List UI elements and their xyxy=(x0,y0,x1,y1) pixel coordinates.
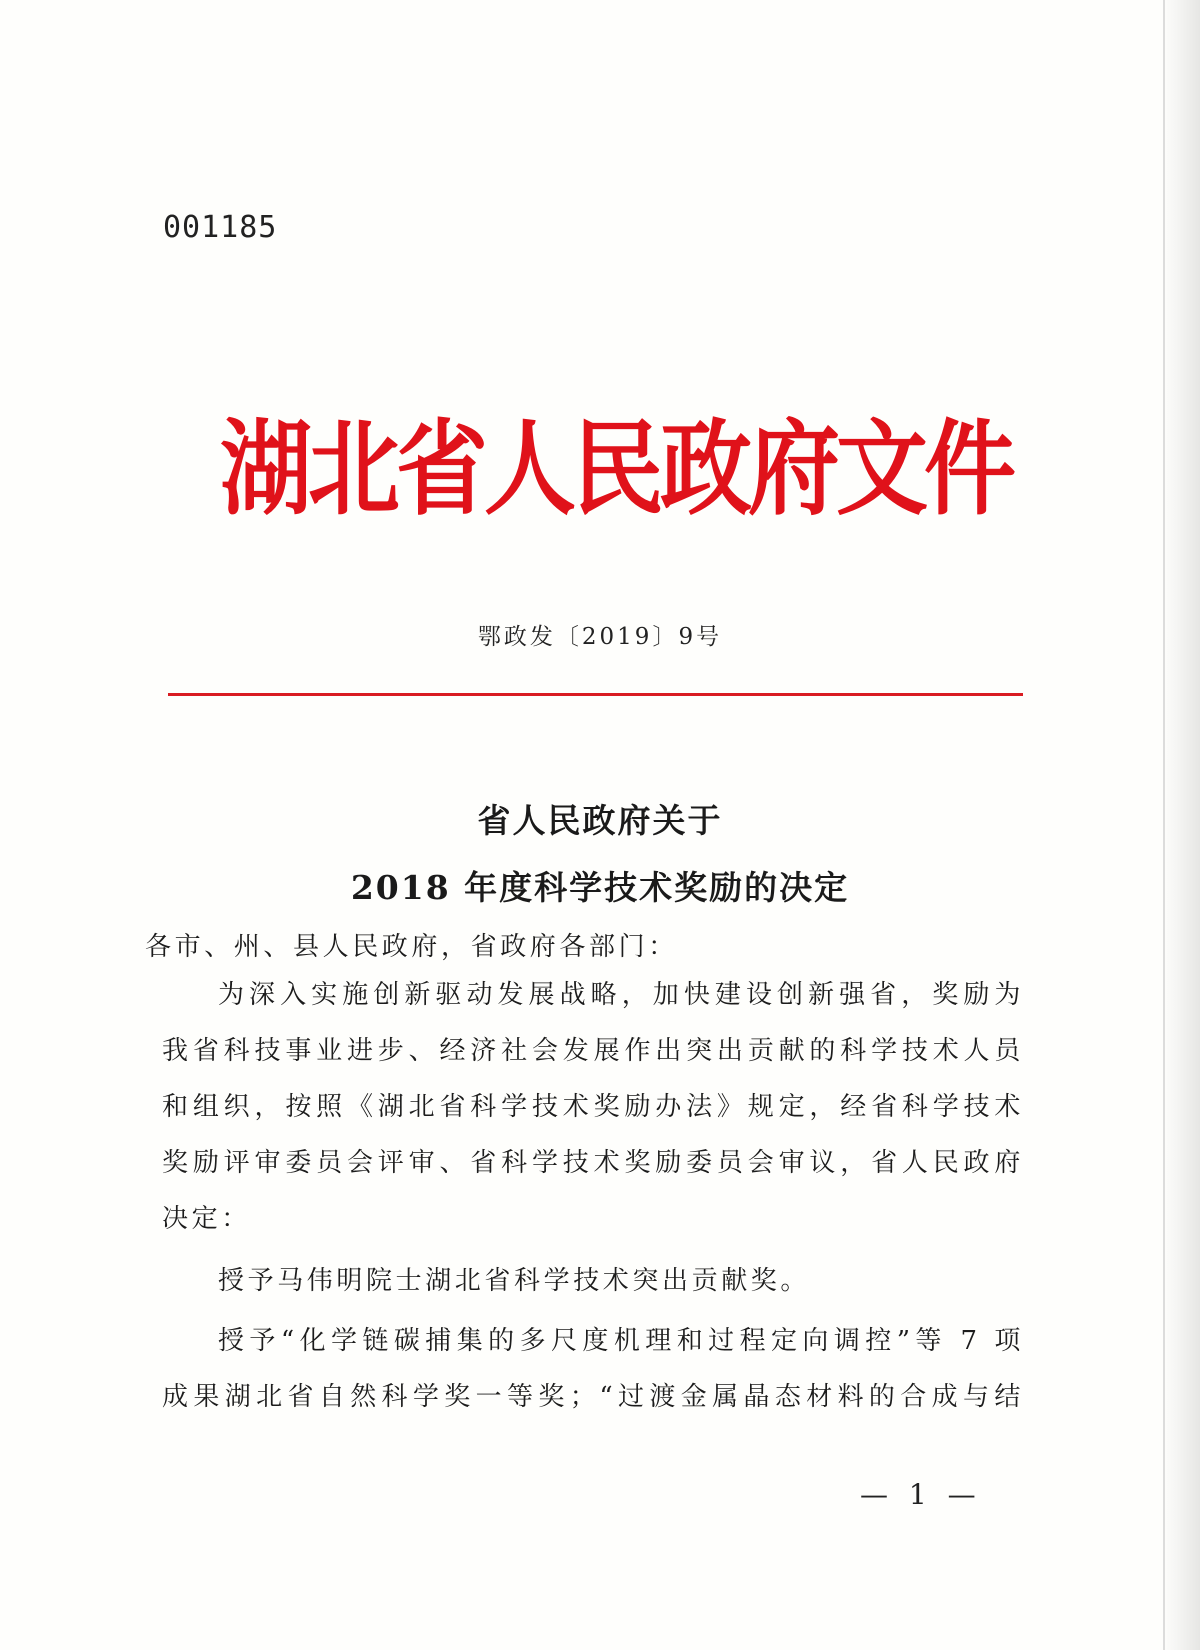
red-separator-rule xyxy=(168,693,1023,696)
paragraph-1-line-2: 我省科技事业进步、经济社会发展作出突出贡献的科学技术人员 xyxy=(162,1036,1024,1066)
paragraph-1-line-4: 奖励评审委员会评审、省科学技术奖励委员会审议，省人民政府 xyxy=(162,1148,1024,1178)
page-number-footer: — 1 — xyxy=(860,1478,982,1511)
issue-number: 鄂政发〔2019〕9号 xyxy=(477,624,723,650)
government-document-header: 湖北省人民政府文件 xyxy=(220,409,1013,530)
paragraph-2: 授予马伟明院士湖北省科学技术突出贡献奖。 xyxy=(218,1266,811,1296)
paragraph-1-line-5: 决定： xyxy=(162,1204,251,1234)
serial-number: 001185 xyxy=(163,210,278,245)
document-title-line-1: 省人民政府关于 xyxy=(477,801,723,840)
document-title-line-2: 2018 年度科学技术奖励的决定 xyxy=(350,868,850,907)
paragraph-3-line-1: 授予“化学链碳捕集的多尺度机理和过程定向调控”等 7 项 xyxy=(218,1326,1024,1356)
salutation: 各市、州、县人民政府，省政府各部门： xyxy=(145,932,678,962)
paragraph-1-line-1: 为深入实施创新驱动发展战略，加快建设创新强省，奖励为 xyxy=(218,980,1024,1010)
paragraph-1-line-3: 和组织，按照《湖北省科学技术奖励办法》规定，经省科学技术 xyxy=(162,1092,1024,1122)
paragraph-3-line-2: 成果湖北省自然科学奖一等奖；“过渡金属晶态材料的合成与结 xyxy=(162,1382,1024,1412)
